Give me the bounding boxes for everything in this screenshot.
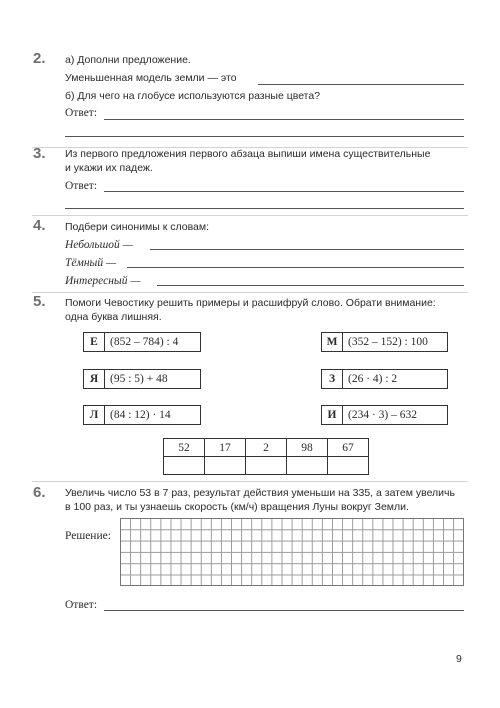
task-4-answer-line-3[interactable]	[157, 285, 464, 286]
decode-letter-cell[interactable]	[164, 457, 205, 475]
cipher-card	[83, 369, 201, 389]
task-2b-text: б) Для чего на глобусе используются разные цвета?	[65, 90, 321, 102]
solution-grid[interactable]	[120, 518, 464, 586]
cipher-letter: М	[322, 333, 343, 351]
decode-letters-row	[164, 457, 369, 475]
cipher-expression: (84 : 12) · 14	[110, 409, 171, 421]
decode-table	[163, 438, 369, 475]
cipher-letter: Е	[84, 333, 105, 351]
decode-number: 17	[205, 439, 246, 457]
task-4-answer-line-1[interactable]	[150, 249, 464, 250]
cipher-card	[321, 369, 448, 389]
decode-number: 98	[287, 439, 328, 457]
decode-number: 2	[246, 439, 287, 457]
task-2-answer-line-1[interactable]	[104, 119, 464, 120]
cipher-expression: (95 : 5) + 48	[110, 373, 168, 385]
decode-numbers-row	[164, 439, 369, 457]
separator	[32, 215, 468, 216]
task-6-solution-label: Решение:	[65, 530, 111, 542]
decode-number: 67	[328, 439, 369, 457]
task-4-number: 4.	[33, 217, 46, 234]
separator	[32, 481, 468, 482]
decode-letter-cell[interactable]	[205, 457, 246, 475]
cipher-expression: (26 · 4) : 2	[348, 373, 398, 385]
decode-number: 52	[164, 439, 205, 457]
task-3-number: 3.	[33, 145, 46, 162]
cipher-letter: Я	[84, 370, 105, 388]
cipher-card	[321, 332, 448, 352]
task-6-answer-line[interactable]	[104, 610, 464, 611]
task-4-word-1: Небольшой —	[65, 239, 133, 251]
cipher-letter: И	[322, 406, 343, 424]
task-6-number: 6.	[33, 484, 46, 501]
cipher-card	[83, 332, 201, 352]
task-4-answer-line-2[interactable]	[127, 267, 464, 268]
task-2-number: 2.	[33, 50, 46, 67]
cipher-letter: З	[322, 370, 343, 388]
task-2a-prompt: Уменьшенная модель земли — это	[65, 72, 237, 84]
task-6-text-line1: Увеличь число 53 в 7 раз, результат действия уменьши на 335, а затем увеличь	[65, 487, 455, 499]
task-4-word-3: Интересный —	[65, 275, 141, 287]
task-5-text-line1: Помоги Чевостику решить примеры и расшифруй слово. Обрати внимание:	[65, 297, 436, 309]
task-2a-text: а) Дополни предложение.	[65, 54, 191, 66]
cipher-expression: (852 – 784) : 4	[110, 336, 179, 348]
task-3-text-line1: Из первого предложения первого абзаца выпиши имена существительные	[65, 148, 431, 160]
cipher-expression: (352 – 152) : 100	[348, 336, 428, 348]
cipher-card	[321, 405, 448, 425]
task-6-answer-label: Ответ:	[65, 599, 98, 611]
task-2-answer-line-2[interactable]	[65, 136, 464, 137]
task-3-answer-label: Ответ:	[65, 180, 98, 192]
cipher-expression: (234 · 3) – 632	[348, 409, 417, 421]
page-number: 9	[456, 653, 462, 665]
decode-letter-cell[interactable]	[287, 457, 328, 475]
task-5-text-line2: одна буква лишняя.	[65, 311, 162, 323]
task-3-text-line2: и укажи их падеж.	[65, 162, 153, 174]
cipher-card	[83, 405, 201, 425]
task-2a-answer-line[interactable]	[258, 84, 464, 85]
task-4-text: Подбери синонимы к словам:	[65, 221, 210, 233]
separator	[32, 292, 468, 293]
decode-letter-cell[interactable]	[328, 457, 369, 475]
task-4-word-2: Тёмный —	[65, 257, 117, 269]
task-3-answer-line-1[interactable]	[104, 191, 464, 192]
task-2-answer-label: Ответ:	[65, 107, 98, 119]
cipher-letter: Л	[84, 406, 105, 424]
decode-letter-cell[interactable]	[246, 457, 287, 475]
task-5-number: 5.	[33, 293, 46, 310]
task-6-text-line2: в 100 раз, и ты узнаешь скорость (км/ч) вращения Луны вокруг Земли.	[65, 501, 409, 513]
task-3-answer-line-2[interactable]	[65, 208, 464, 209]
